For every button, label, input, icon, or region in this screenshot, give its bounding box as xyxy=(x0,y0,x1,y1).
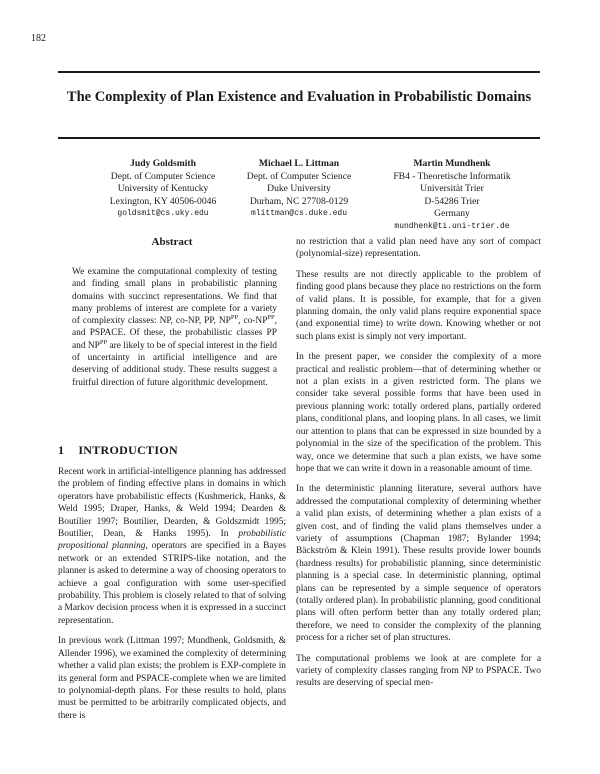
paragraph: In the present paper, we consider the complexity of a more practical and realistic problem—that of determining whether or not a plan exists in a given restricted form. The plans we consider take several possible forms that have been used in previous planning work: totally ordered plans, partially ordered plans, conditional plans, and looping plans. In all cases, we limit our attention to plans that can be expressed in size bounded by a polynomial in the size of the specification of the problem. This way, once we determine that such a plan exists, we have some hope that we can write it down in a reasonable amount of time. xyxy=(296,352,541,474)
superscript: PP xyxy=(230,314,239,322)
abstract-text: , and PSPACE. Of these, the probabilistic classes PP and NP xyxy=(72,316,277,351)
author-dept: Dept. of Computer Science xyxy=(110,170,216,182)
paper-title: The Complexity of Plan Existence and Evaluation in Probabilistic Domains xyxy=(66,89,532,105)
author-address: Durham, NC 27708-0129 xyxy=(249,195,349,207)
paragraph: The computational problems we look at are complete for a variety of complexity classes ranging from NP to PSPACE. Two results are deserving of special men- xyxy=(296,653,541,689)
title-rule xyxy=(58,137,540,139)
paragraph: In the deterministic planning literature, several authors have addressed the computational complexity of determining whether a valid plan exists, of determining whether a plan exists of a given cost, and of finding the valid plans themselves under a variety of assumptions (Chapman 1987; Bylander 1994; Bäckström & Klein 1991). These results provide lower bounds (hardness results) for probabilistic planning, since deterministic planning is a special case. In deterministic planning, optimal plans can be represented by a simple sequence of operators (totally ordered plan). In probabilistic planning, good conditional plans will often perform better than any totally ordered plan; therefore, we need to consider the complexity of the planning process for a richer set of plan structures. xyxy=(296,484,541,644)
top-rule xyxy=(58,71,540,73)
paragraph: These results are not directly applicable to the problem of finding good plans because they place no restrictions on the form of valid plans. It is possible, for example, that for a given planning domain, the only valid plans require exponential space (and exponential time) to write down. Knowing whether or not such plans exist is simply not very important. xyxy=(296,269,541,342)
author-org: Universität Trier xyxy=(420,183,484,194)
author-email: mundhenk@ti.uni-trier.de xyxy=(394,221,510,231)
author-email: goldsmit@cs.uky.edu xyxy=(117,209,209,218)
author-name: Martin Mundhenk xyxy=(413,158,491,169)
author-block xyxy=(352,158,552,233)
author-name: Judy Goldsmith xyxy=(130,158,196,169)
left-column xyxy=(58,466,286,730)
author-address: D-54286 Trier xyxy=(424,195,480,207)
author-email: mlittman@cs.duke.edu xyxy=(250,209,347,218)
superscript: PP xyxy=(99,338,108,346)
abstract-body xyxy=(72,266,277,389)
abstract-text: We examine the computational complexity of testing and finding small plans in probabilistic planning domains with succinct representations. We find that many problems of interest are complete for a variety of complexity classes: NP, co-NP, PP, NP xyxy=(72,267,277,327)
section-heading xyxy=(58,443,178,458)
author-org: University of Kentucky xyxy=(117,183,209,194)
right-column xyxy=(296,236,541,698)
author-dept: FB4 - Theoretische Informatik xyxy=(393,170,511,182)
abstract-text: , co-NP xyxy=(238,316,268,327)
author-dept: Dept. of Computer Science xyxy=(246,170,352,182)
author-address: Lexington, KY 40506-0046 xyxy=(109,195,217,207)
paragraph xyxy=(58,466,286,627)
paragraph-text: , operators are specified in a Bayes network or an extended STRIPS-like notation, and the planner is asked to determine a way of choosing operators to achieve a goal configuration with some user-specified probability. This problem is closely related to that of solving a Markov decision process when it is expressed in a succinct representation. xyxy=(58,541,287,626)
section-title: INTRODUCTION xyxy=(78,443,178,457)
paragraph-text: Recent work in artificial-intelligence planning has addressed the problem of finding effective plans in domains in which operators have probabilistic effects (Kushmerick, Hanks, & Weld 1995; Draper, Hanks, & Weld 1994; Dearden & Boutilier 1997; Boutilier, Dearden, & Goldszmidt 1995; Boutilier, Dean, & Hanks 1995). In xyxy=(58,467,286,540)
author-name: Michael L. Littman xyxy=(258,158,340,169)
superscript: PP xyxy=(267,314,275,322)
paragraph: In previous work (Littman 1997; Mundhenk, Goldsmith, & Allender 1996), we examined the complexity of determining whether a valid plan exists; the problem is EXP-complete in its general form and PSPACE-complete when we are limited to polynomial-depth plans. For these results to hold, plans must be permitted to be arbitrarily complicated objects, and there is xyxy=(58,636,286,721)
paragraph: no restriction that a valid plan need have any sort of compact (polynomial-size) representation. xyxy=(296,237,541,260)
abstract-text: are likely to be of special interest in the field of uncertainty in artificial intelligence and are deserving of additional study. These results suggest a fruitful direction of future algorithmic development. xyxy=(72,340,277,388)
author-org: Duke University xyxy=(267,183,331,194)
author-address-line2: Germany xyxy=(434,208,470,219)
emphasis-text: probabilistic propositional planning xyxy=(58,529,286,552)
page-number: 182 xyxy=(31,33,46,44)
abstract-heading: Abstract xyxy=(151,236,193,248)
section-number: 1 xyxy=(58,443,65,457)
